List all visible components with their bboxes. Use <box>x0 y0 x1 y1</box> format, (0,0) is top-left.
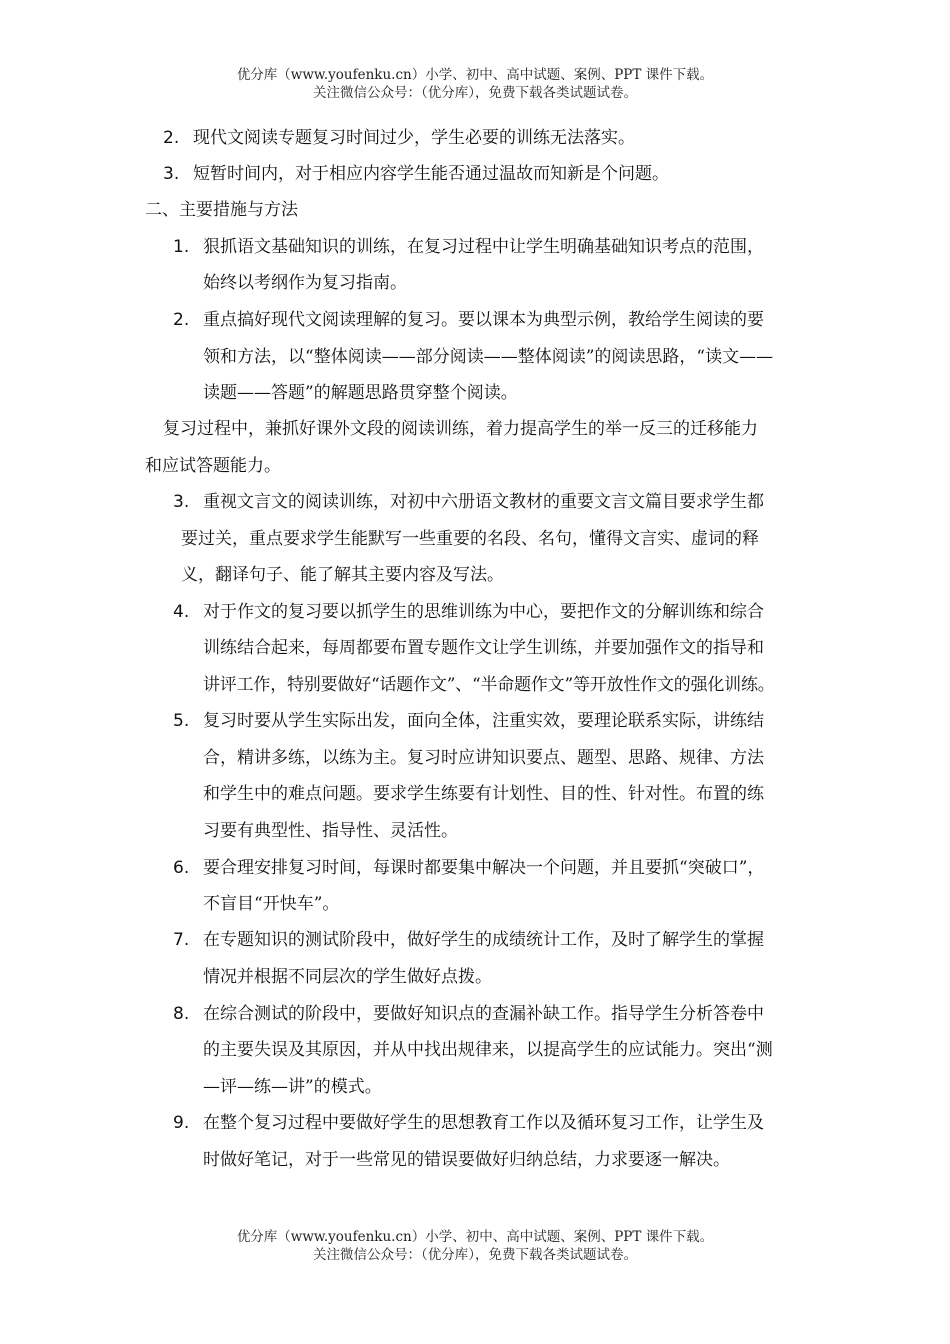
measure-number: 4. <box>173 602 190 622</box>
measure-line: 重点搞好现代文阅读理解的复习。要以课本为典型示例，教给学生阅读的要 <box>203 310 764 330</box>
measure-line: 要过关，重点要求学生能默写一些重要的名段、名句，懂得文言实、虚词的释 <box>181 529 759 549</box>
measure-line: 不盲目“开快车”。 <box>203 894 340 914</box>
measure-line: 讲评工作，特别要做好“话题作文”、“半命题作文”等开放性作文的强化训练。 <box>203 675 775 695</box>
measure-line: 领和方法，以“整体阅读——部分阅读——整体阅读”的阅读思路，“读文—— <box>203 347 774 367</box>
measure-line: 习要有典型性、指导性、灵活性。 <box>203 821 458 841</box>
measure-line: 合，精讲多练，以练为主。复习时应讲知识要点、题型、思路、规律、方法 <box>203 748 764 768</box>
measure-line: 义，翻译句子、能了解其主要内容及写法。 <box>181 565 504 585</box>
measure-line: 读题——答题”的解题思路贯穿整个阅读。 <box>203 383 518 403</box>
problem-number: 3. <box>163 164 180 184</box>
page-footer <box>0 1228 950 1264</box>
footer-line-2: 关注微信公众号：（优分库），免费下载各类试题试卷。 <box>313 1247 637 1263</box>
paragraph-line: 复习过程中，兼抓好课外文段的阅读训练，着力提高学生的举一反三的迁移能力 <box>163 419 758 439</box>
measure-line: 在专题知识的测试阶段中，做好学生的成绩统计工作，及时了解学生的掌握 <box>203 930 764 950</box>
measure-number: 6. <box>173 858 190 878</box>
measure-line: 情况并根据不同层次的学生做好点拨。 <box>203 967 492 987</box>
footer-line-1: 优分库（www.youfenku.cn）小学、初中、高中试题、案例、PPT 课件下载。 <box>236 1229 714 1245</box>
measure-line: 始终以考纲作为复习指南。 <box>203 273 407 293</box>
problem-text: 短暂时间内，对于相应内容学生能否通过温故而知新是个问题。 <box>193 164 669 184</box>
measure-line: 在综合测试的阶段中，要做好知识点的查漏补缺工作。指导学生分析答卷中 <box>203 1004 764 1024</box>
measure-line: 复习时要从学生实际出发，面向全体，注重实效，要理论联系实际，讲练结 <box>203 711 764 731</box>
measure-line: —评—练—讲”的模式。 <box>203 1077 382 1097</box>
paragraph-line: 和应试答题能力。 <box>145 456 281 476</box>
measure-number: 7. <box>173 930 190 950</box>
section-heading: 二、主要措施与方法 <box>145 200 298 220</box>
measure-line: 训练结合起来，每周都要布置专题作文让学生训练，并要加强作文的指导和 <box>203 638 764 658</box>
header-line-2: 关注微信公众号：（优分库），免费下载各类试题试卷。 <box>313 85 637 101</box>
measure-number: 5. <box>173 711 190 731</box>
measure-line: 对于作文的复习要以抓学生的思维训练为中心，要把作文的分解训练和综合 <box>203 602 764 622</box>
measure-line: 的主要失误及其原因，并从中找出规律来，以提高学生的应试能力。突出“测 <box>203 1040 773 1060</box>
problem-text: 现代文阅读专题复习时间过少，学生必要的训练无法落实。 <box>193 128 635 148</box>
measure-line: 和学生中的难点问题。要求学生练要有计划性、目的性、针对性。布置的练 <box>203 784 764 804</box>
page-header <box>0 66 950 102</box>
header-line-1: 优分库（www.youfenku.cn）小学、初中、高中试题、案例、PPT 课件下载。 <box>236 67 714 83</box>
measure-number: 1. <box>173 237 190 257</box>
measure-line: 重视文言文的阅读训练，对初中六册语文教材的重要文言文篇目要求学生都 <box>203 492 764 512</box>
measure-number: 8. <box>173 1004 190 1024</box>
measure-number: 3. <box>173 492 190 512</box>
measure-line: 要合理安排复习时间，每课时都要集中解决一个问题，并且要抓“突破口”， <box>203 858 765 878</box>
measure-line: 狠抓语文基础知识的训练，在复习过程中让学生明确基础知识考点的范围， <box>203 237 764 257</box>
measure-number: 9. <box>173 1113 190 1133</box>
measure-number: 2. <box>173 310 190 330</box>
problem-number: 2. <box>163 128 180 148</box>
measure-line: 在整个复习过程中要做好学生的思想教育工作以及循环复习工作，让学生及 <box>203 1113 764 1133</box>
measure-line: 时做好笔记，对于一些常见的错误要做好归纳总结，力求要逐一解决。 <box>203 1150 730 1170</box>
